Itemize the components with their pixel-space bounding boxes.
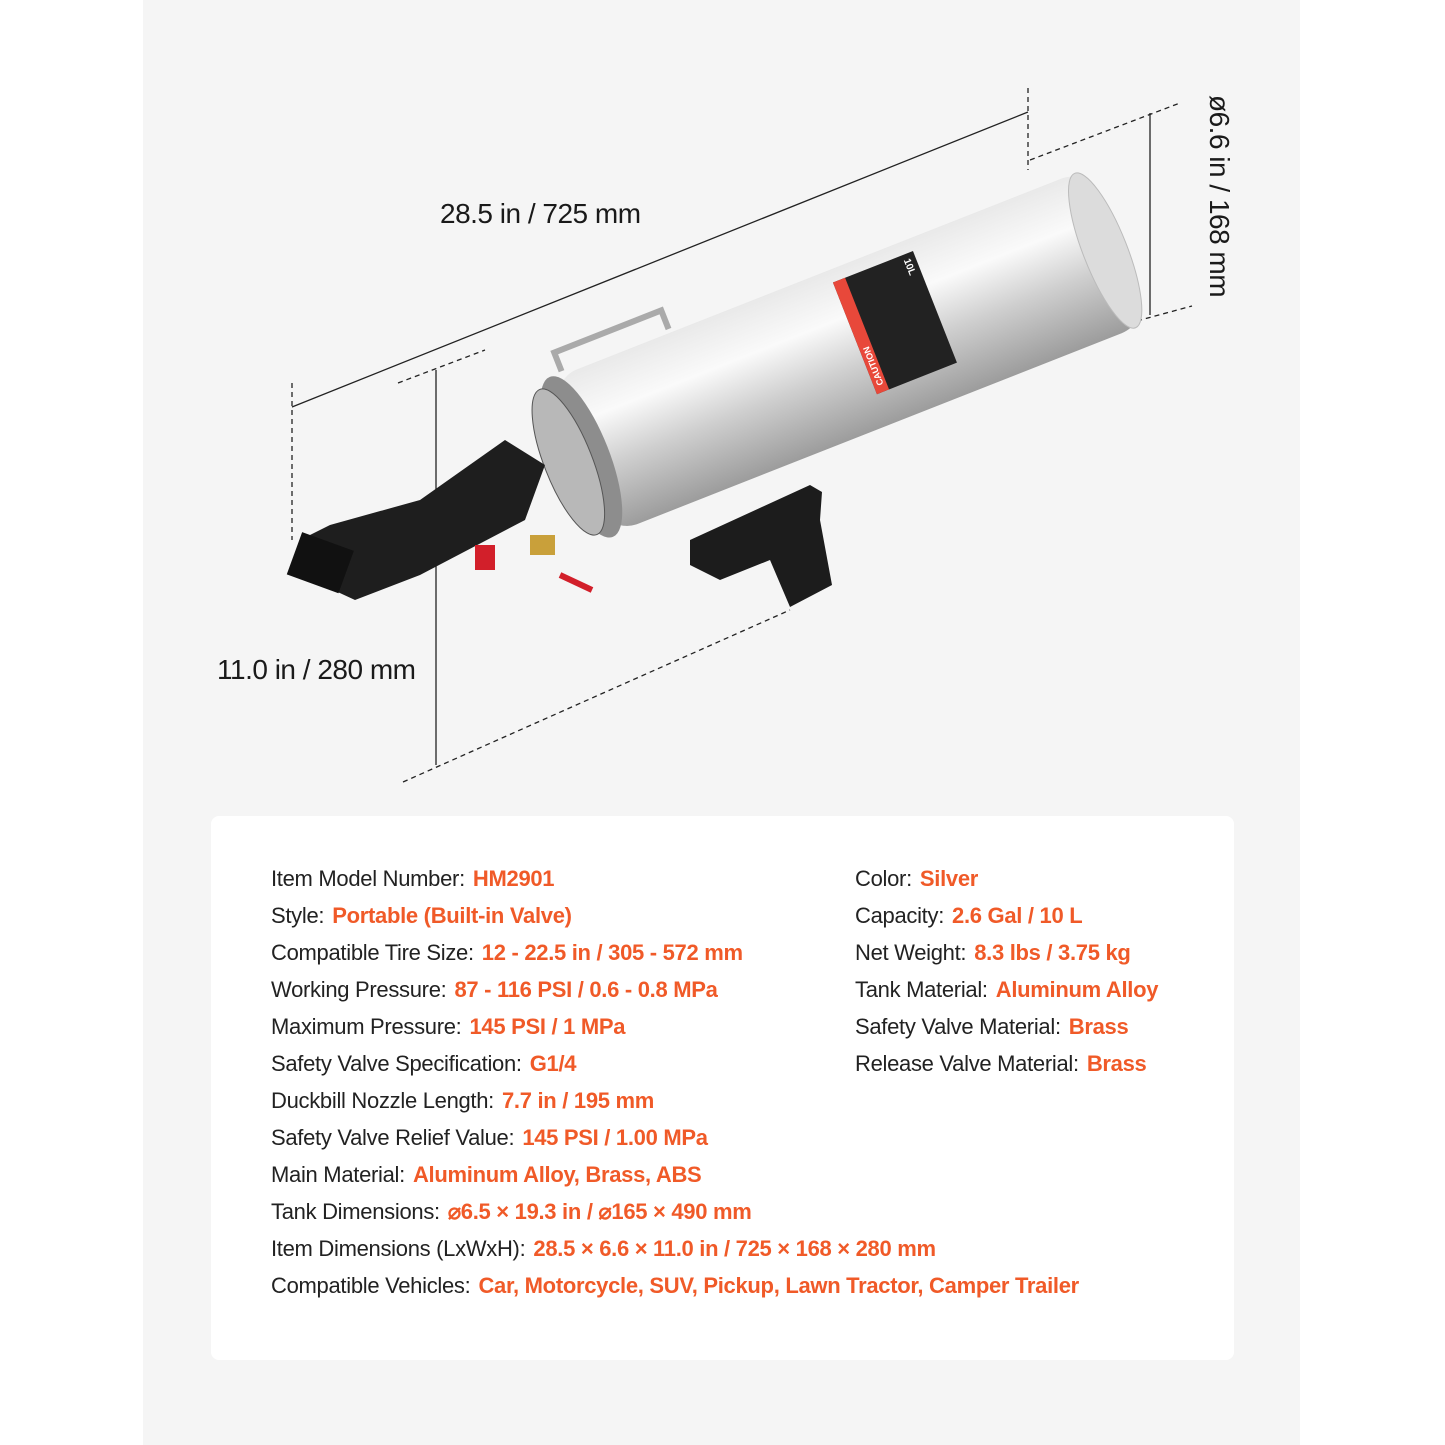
spec-row — [271, 1125, 1079, 1162]
spec-label: Duckbill Nozzle Length: — [271, 1088, 494, 1113]
capacity-label-text: 10L — [900, 257, 918, 278]
spec-value: ⌀6.5 × 19.3 in / ⌀165 × 490 mm — [447, 1199, 752, 1224]
spec-value: 145 PSI / 1.00 MPa — [522, 1125, 708, 1150]
spec-value: Brass — [1086, 1051, 1147, 1076]
spec-row — [855, 940, 1158, 977]
spec-value: 7.7 in / 195 mm — [502, 1088, 655, 1113]
spec-value: HM2901 — [472, 866, 555, 891]
pistol-grip — [690, 485, 832, 607]
spec-value: 145 PSI / 1 MPa — [469, 1014, 626, 1039]
spec-value: 8.3 lbs / 3.75 kg — [974, 940, 1131, 965]
spec-row — [855, 1014, 1158, 1051]
spec-row — [855, 866, 1158, 903]
spec-label: Item Dimensions (LxWxH): — [271, 1236, 526, 1261]
spec-label: Working Pressure: — [271, 977, 447, 1002]
spec-label: Release Valve Material: — [855, 1051, 1079, 1076]
length-dimension-label: 28.5 in / 725 mm — [440, 198, 641, 229]
spec-label: Compatible Tire Size: — [271, 940, 474, 965]
spec-label: Main Material: — [271, 1162, 405, 1187]
spec-label: Capacity: — [855, 903, 945, 928]
specs-right-column — [855, 866, 1158, 1088]
spec-value: Car, Motorcycle, SUV, Pickup, Lawn Tractor, Camper Trailer — [478, 1273, 1079, 1298]
spec-label: Color: — [855, 866, 912, 891]
spec-value: 12 - 22.5 in / 305 - 572 mm — [481, 940, 743, 965]
spec-label: Style: — [271, 903, 325, 928]
spec-label: Safety Valve Specification: — [271, 1051, 522, 1076]
spec-value: 28.5 × 6.6 × 11.0 in / 725 × 168 × 280 mm — [533, 1236, 936, 1261]
spec-label: Tank Dimensions: — [271, 1199, 440, 1224]
spec-value: Aluminum Alloy — [995, 977, 1159, 1002]
diameter-dimension-label: ø6.6 in / 168 mm — [1204, 95, 1235, 298]
spec-label: Compatible Vehicles: — [271, 1273, 471, 1298]
spec-label: Tank Material: — [855, 977, 988, 1002]
spec-value: Silver — [919, 866, 979, 891]
height-dimension-label: 11.0 in / 280 mm — [217, 654, 416, 685]
spec-row — [855, 977, 1158, 1014]
spec-value: Brass — [1068, 1014, 1129, 1039]
spec-label: Maximum Pressure: — [271, 1014, 462, 1039]
spec-value: 2.6 Gal / 10 L — [952, 903, 1083, 928]
spec-row — [271, 1162, 1079, 1199]
spec-label: Net Weight: — [855, 940, 967, 965]
spec-value: G1/4 — [529, 1051, 577, 1076]
spec-label: Safety Valve Material: — [855, 1014, 1061, 1039]
caution-warning-text: CAUTION — [861, 345, 886, 387]
spec-value: Aluminum Alloy, Brass, ABS — [412, 1162, 702, 1187]
spec-value: 87 - 116 PSI / 0.6 - 0.8 MPa — [454, 977, 718, 1002]
valves — [475, 535, 592, 590]
spec-label: Item Model Number: — [271, 866, 465, 891]
spec-row — [271, 1273, 1079, 1310]
nozzle — [287, 440, 545, 600]
spec-label: Safety Valve Relief Value: — [271, 1125, 515, 1150]
spec-row — [855, 1051, 1158, 1088]
spec-row — [271, 1236, 1079, 1273]
spec-row — [271, 1199, 1079, 1236]
spec-value: Portable (Built-in Valve) — [332, 903, 572, 928]
spec-row — [855, 903, 1158, 940]
spec-row — [271, 1088, 1079, 1125]
